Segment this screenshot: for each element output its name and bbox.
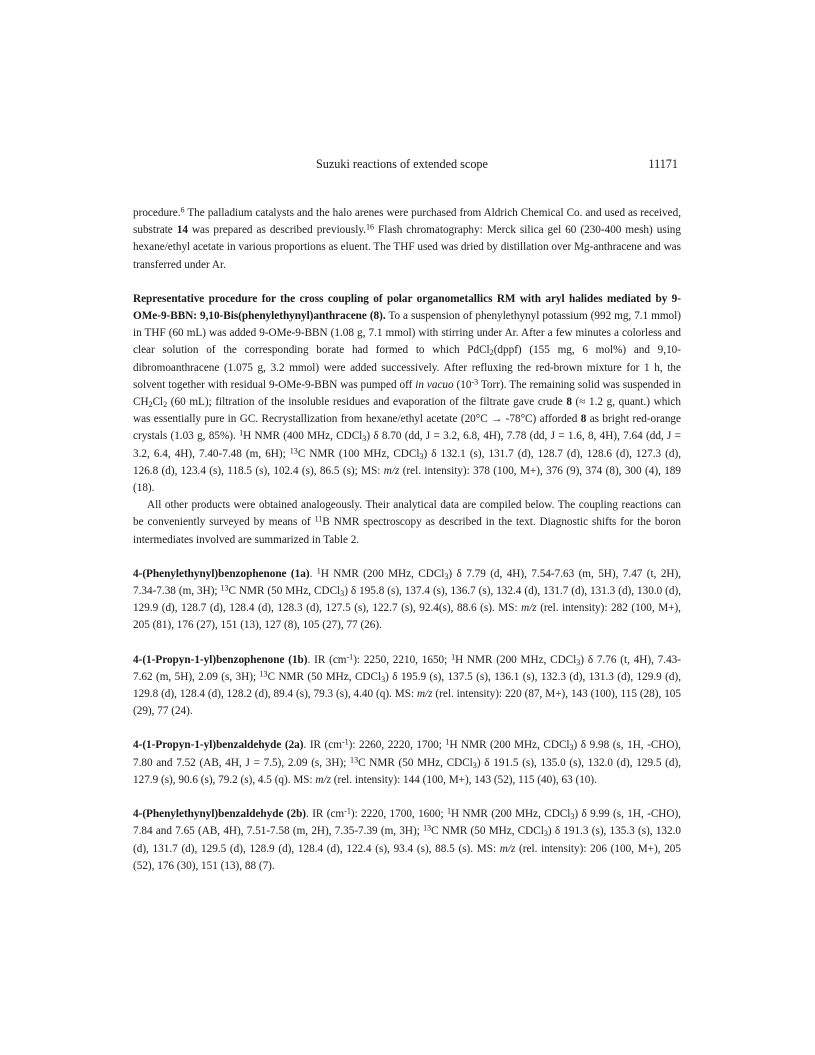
text-run: m/z <box>499 842 516 855</box>
text-run: 3 <box>362 434 367 444</box>
text-run: Flash chromatography: Merck silica gel 60 (230-400 mesh) using hexane/ethyl acetate in various proportions as eluent. The THF used was dried by distillation over Mg-anthracene and was transferred under Ar. <box>133 224 681 271</box>
text-run: C NMR (100 MHz, CDCl <box>297 447 420 460</box>
paragraph-compound-1a <box>133 566 681 635</box>
text-run: ): 2250, 2210, 1650; <box>353 653 452 666</box>
text-run: 11 <box>314 514 323 524</box>
text-run: To a suspension of phenylethynyl potassium (992 mg, 7.1 mmol) in THF (60 mL) was added 9-OMe-9-BBN (1.08 g, 7.1 mmol) with stirring under Ar. After a few minutes a colorless and clear solution of the corresponding borate had formed to which PdCl <box>133 310 681 357</box>
bold-text: 4-(Phenylethynyl)benzaldehyde (2b) <box>133 808 307 821</box>
article-body <box>133 205 681 875</box>
text-run: 16 <box>366 222 375 232</box>
bold-text: 8 <box>580 413 587 426</box>
text-run: 13 <box>350 755 359 765</box>
text-run: ) δ 195.8 (s), 137.4 (s), 136.7 (s), 132.4 (d), 131.7 (d), 131.3 (d), 130.0 (d), 129.9 (d), 128.7 (d), 128.4 (d), 128.3 (d), 127.5 (s), 122.7 (s), 92.4(s), 88.6 (s). MS: <box>133 585 681 615</box>
text-run: 2 <box>489 348 494 358</box>
text-run: 1 <box>316 566 321 576</box>
text-run: H NMR (200 MHz, CDCl <box>320 567 445 580</box>
paragraph-compound-1b <box>133 652 681 721</box>
text-run: 3 <box>576 657 581 667</box>
text-run: B NMR spectroscopy as described in the text. Diagnostic shifts for the boron intermediates involved are summarized in Table 2. <box>133 516 681 546</box>
text-run: 2 <box>148 400 153 410</box>
paragraph-compound-2b <box>133 806 681 875</box>
text-run: (rel. intensity): 220 (87, M+), 143 (100), 115 (28), 105 (29), 77 (24). <box>133 688 681 718</box>
text-run: H NMR (400 MHz, CDCl <box>243 430 363 443</box>
paragraph-other-products <box>133 497 681 549</box>
bold-text: Representative procedure for the cross coupling of polar organometallics RM with aryl halides mediated by 9-OMe-9-BBN: 9,10-Bis(phenylethynyl)anthracene (8). <box>133 292 681 323</box>
text-run: 2 <box>163 400 168 410</box>
text-run: in vacuo <box>415 378 454 391</box>
text-run: 1 <box>446 806 451 816</box>
text-run: Cl <box>152 396 164 409</box>
text-run: -1 <box>344 806 351 816</box>
text-run: 3 <box>569 743 574 753</box>
text-run: H NMR (200 MHz, CDCl <box>449 739 570 752</box>
text-run: C NMR (50 MHz, CDCl <box>267 670 382 683</box>
bold-text: 14 <box>176 224 188 237</box>
bold-text: 8 <box>566 396 572 409</box>
text-run: (rel. intensity): 144 (100, M+), 143 (52), 115 (40), 63 (10). <box>330 773 597 786</box>
text-run: 3 <box>570 812 575 822</box>
text-run: ) δ 7.76 (t, 4H), 7.43-7.62 (m, 5H), 2.09 (s, 3H); <box>133 653 681 683</box>
paragraph-intro <box>133 205 681 274</box>
text-run: 3 <box>472 760 477 770</box>
text-run: . IR (cm <box>306 808 345 821</box>
text-run: ) δ 8.70 (dd, J = 3.2, 6.8, 4H), 7.78 (dd, J = 1.6, 8, 4H), 7.64 (dd, J = 3.2, 6.4, 4H), 7.40-7.48 (m, 6H); <box>133 430 681 460</box>
text-run: 1 <box>451 652 456 662</box>
text-run: 3 <box>444 571 449 581</box>
bold-text: 4-(1-Propyn-1-yl)benzaldehyde (2a) <box>133 739 304 752</box>
text-run: ) δ 191.5 (s), 135.0 (s), 132.0 (d), 129.5 (d), 127.9 (s), 90.6 (s), 79.2 (s), 4.5 (q). MS: <box>133 756 681 786</box>
text-run: was prepared as described previously. <box>187 224 366 237</box>
text-run: (dppf) (155 mg, 6 mol%) and 9,10-dibromoanthracene (1.075 g, 3.2 mmol) were added successively. After refluxing the red-brown mixture for 1 h, the solvent together with residual 9-OMe-9-BBN was pumped off <box>133 344 681 391</box>
text-run: . <box>309 567 317 580</box>
text-run: 3 <box>381 674 386 684</box>
text-run: 3 <box>340 589 345 599</box>
text-run: (60 mL); filtration of the insoluble residues and evaporation of the filtrate gave crude <box>167 396 567 409</box>
text-run: -3 <box>471 377 479 387</box>
page-number: 11171 <box>648 157 678 171</box>
text-run: ) δ 132.1 (s), 131.7 (d), 128.7 (d), 128.6 (d), 127.3 (d), 126.8 (d), 123.4 (s), 118.5 (s), 102.4 (s), 86.5 (s); MS: <box>133 447 682 477</box>
text-run: (10 <box>453 378 472 391</box>
text-run: . IR (cm <box>307 653 347 666</box>
text-run: 1 <box>445 737 450 747</box>
text-run: H NMR (200 MHz, CDCl <box>450 808 571 821</box>
text-run: C NMR (50 MHz, CDCl <box>431 825 544 838</box>
text-run: ) δ 195.9 (s), 137.5 (s), 136.1 (s), 132.3 (d), 131.3 (d), 129.9 (d), 129.8 (d), 128.4 (d), 128.2 (d), 89.4 (s), 79.3 (s), 4.40 (q). MS: <box>133 670 682 701</box>
text-run: ): 2220, 1700, 1600; <box>350 808 447 821</box>
paragraph-compound-2a <box>133 737 681 789</box>
text-run: 13 <box>220 583 229 593</box>
text-run: All other products were obtained analogeously. Their analytical data are compiled below. The coupling reactions can be conveniently surveyed by means of <box>133 499 681 529</box>
text-run: (rel. intensity): 282 (100, M+), 205 (81), 176 (27), 151 (13), 127 (8), 105 (27), 77 (26). <box>133 602 681 632</box>
text-run: as bright red-orange crystals (1.03 g, 85%). <box>133 413 681 443</box>
text-run: 13 <box>259 669 268 679</box>
text-run: 3 <box>419 451 424 461</box>
text-run: ) δ 7.79 (d, 4H), 7.54-7.63 (m, 5H), 7.47 (t, 2H), 7.34-7.38 (m, 3H); <box>133 567 682 598</box>
text-run: m/z <box>416 688 433 701</box>
text-run: ) δ 9.98 (s, 1H, -CHO), 7.80 and 7.52 (AB, 4H, J = 7.5), 2.09 (s, 3H); <box>133 739 681 769</box>
text-run: (≈ 1.2 g, quant.) which was essentially pure in GC. Recrystallization from hexane/ethyl acetate (20°C → -78°C) afforded <box>133 396 681 426</box>
text-run: m/z <box>383 464 400 477</box>
text-run: m/z <box>315 773 331 786</box>
text-run: -1 <box>341 737 349 747</box>
text-run: C NMR (50 MHz, CDCl <box>228 585 341 598</box>
text-run: ): 2260, 2220, 1700; <box>348 739 446 752</box>
text-run: m/z <box>521 602 537 615</box>
text-run: H NMR (200 MHz, CDCl <box>455 653 577 666</box>
bold-text: 4-(Phenylethynyl)benzophenone (1a) <box>133 567 310 580</box>
text-run: 13 <box>423 823 432 833</box>
paragraph-representative-procedure <box>133 291 681 497</box>
text-run: 1 <box>239 428 244 438</box>
text-run: (rel. intensity): 206 (100, M+), 205 (52), 176 (30), 151 (13), 88 (7). <box>133 842 681 872</box>
bold-text: 4-(1-Propyn-1-yl)benzophenone (1b) <box>133 653 308 666</box>
text-run: ) δ 191.3 (s), 135.3 (s), 132.0 (d), 131.7 (d), 129.5 (d), 128.9 (d), 128.4 (d), 122.4 (s), 93.4 (s), 88.5 (s). MS: <box>133 825 682 855</box>
text-run: The palladium catalysts and the halo arenes were purchased from Aldrich Chemical Co. and used as received, substrate <box>133 207 681 237</box>
running-header <box>0 156 815 172</box>
text-run: C NMR (50 MHz, CDCl <box>358 756 473 769</box>
text-run: 3 <box>543 829 548 839</box>
text-run: procedure. <box>133 207 181 219</box>
text-run: . IR (cm <box>303 739 342 752</box>
text-run: ) δ 9.99 (s, 1H, -CHO), 7.84 and 7.65 (AB, 4H), 7.51-7.58 (m, 2H), 7.35-7.39 (m, 3H); <box>133 808 681 838</box>
running-title: Suzuki reactions of extended scope <box>316 157 488 171</box>
text-run: -1 <box>346 652 354 662</box>
text-run: (rel. intensity): 378 (100, M+), 376 (9), 374 (8), 300 (4), 189 (18). <box>133 464 681 495</box>
text-run: 13 <box>289 446 298 456</box>
text-run: 6 <box>180 205 185 215</box>
text-run: Torr). The remaining solid was suspended in CH <box>133 378 682 409</box>
